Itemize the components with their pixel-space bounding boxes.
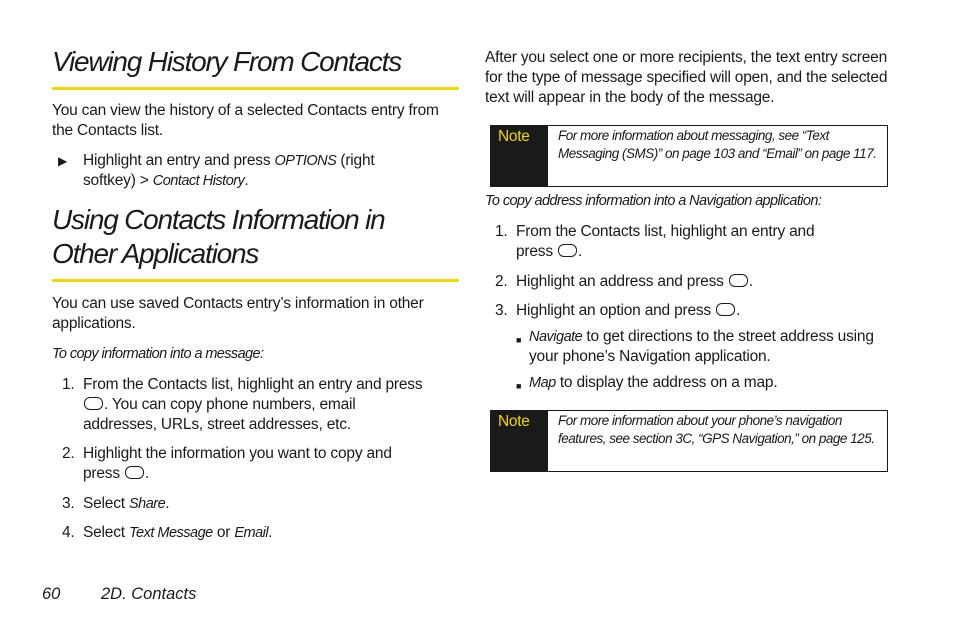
step-number: 1. (62, 376, 75, 393)
option-map (516, 373, 894, 396)
section-name: 2D. Contacts (101, 585, 197, 603)
step-text-b: . (578, 243, 583, 260)
step-text-b: . (748, 273, 753, 290)
bullet-period: . (244, 172, 249, 189)
step-text-a: Highlight the information you want to copy and press (83, 445, 392, 482)
contact-history-term: Contact History (152, 173, 245, 189)
step-number: 1. (495, 223, 508, 240)
step-text (516, 222, 846, 262)
step-text-a: Highlight an address and press (516, 273, 728, 290)
nav-step-2 (485, 272, 895, 292)
step-number: 2. (495, 273, 508, 290)
page-footer (42, 585, 196, 604)
step-number: 3. (495, 302, 508, 319)
bullet-text (83, 151, 413, 191)
option-navigate (516, 327, 894, 367)
map-text: to display the address on a map. (555, 374, 778, 391)
section-title: Viewing History From Contacts (52, 45, 459, 90)
copy-subhead: To copy information into a message: (52, 346, 264, 362)
heading-viewing-history (52, 45, 459, 90)
nav-step-3 (485, 301, 895, 321)
map-term: Map (529, 375, 556, 391)
nav-step-1 (485, 222, 895, 262)
step-text-a: Highlight an option and press (516, 302, 716, 319)
step-text-a: From the Contacts list, highlight an entry and press (516, 223, 815, 260)
triangle-bullet-icon: ▶ (58, 154, 68, 168)
step-text (83, 375, 428, 435)
note-box-navigation (490, 410, 888, 472)
step-text-b: . (145, 465, 150, 482)
heading-rule (52, 279, 459, 282)
ok-key-icon (716, 303, 735, 316)
options-term: OPTIONS (274, 153, 337, 169)
step-text-b: . You can copy phone numbers, email addresses, URLs, street addresses, etc. (83, 396, 356, 433)
copy-step-1 (52, 375, 459, 435)
step-number: 2. (62, 445, 75, 462)
ok-key-icon (125, 466, 144, 479)
bullet-text-b: (right softkey) > (83, 152, 375, 189)
note-text: For more information about your phone’s navigation features, see section 3C, “GPS Navigation,” on page 125. (558, 413, 875, 446)
step-text-a: Select (83, 524, 129, 541)
section-title-2: Using Contacts Information in Other Applications (52, 204, 385, 269)
step-text (83, 494, 169, 514)
step-text (516, 272, 753, 292)
bullet-item (52, 151, 459, 191)
step-text (83, 444, 428, 484)
copy-step-4 (52, 523, 459, 543)
copy-step-3 (52, 494, 459, 514)
ok-key-icon (558, 244, 577, 257)
step-number: 3. (62, 495, 75, 512)
copy-step-2 (52, 444, 459, 484)
note-label: Note (491, 411, 548, 471)
share-term: Share (129, 496, 166, 512)
option-text (529, 327, 894, 367)
step-text (83, 523, 272, 543)
ok-key-icon (729, 274, 748, 287)
usage-paragraph: You can use saved Contacts entry’s information in other applications. (52, 295, 424, 332)
note-box-messaging (490, 125, 888, 187)
square-bullet-icon: ■ (516, 335, 522, 345)
navigate-term: Navigate (529, 329, 583, 345)
intro-paragraph: You can view the history of a selected Contacts entry from the Contacts list. (52, 102, 439, 139)
heading-using-contacts (52, 203, 459, 282)
text-message-term: Text Message (129, 525, 213, 541)
note-text: For more information about messaging, see “Text Messaging (SMS)” on page 103 and “Email” on page 117. (558, 128, 877, 161)
step-text-b: . (268, 524, 273, 541)
note-label: Note (491, 126, 548, 186)
navigation-subhead: To copy address information into a Navigation application: (485, 193, 822, 209)
page-number: 60 (42, 585, 61, 603)
step-text-a: Select (83, 495, 129, 512)
step-text-a: From the Contacts list, highlight an entry and press (83, 376, 423, 393)
step-text-b: . (736, 302, 741, 319)
step-number: 4. (62, 524, 75, 541)
bullet-text-a: Highlight an entry and press (83, 152, 275, 169)
step-text (516, 301, 740, 321)
step-or: or (212, 524, 235, 541)
navigate-text: to get directions to the street address using your phone’s Navigation application. (529, 328, 874, 365)
email-term: Email (234, 525, 269, 541)
option-text (529, 373, 777, 396)
square-bullet-icon: ■ (516, 381, 522, 391)
ok-key-icon (84, 397, 103, 410)
after-recipients-paragraph: After you select one or more recipients, the text entry screen for the type of message specified will open, and the selected text will appear in the body of the message. (485, 49, 888, 106)
step-text-b: . (165, 495, 170, 512)
